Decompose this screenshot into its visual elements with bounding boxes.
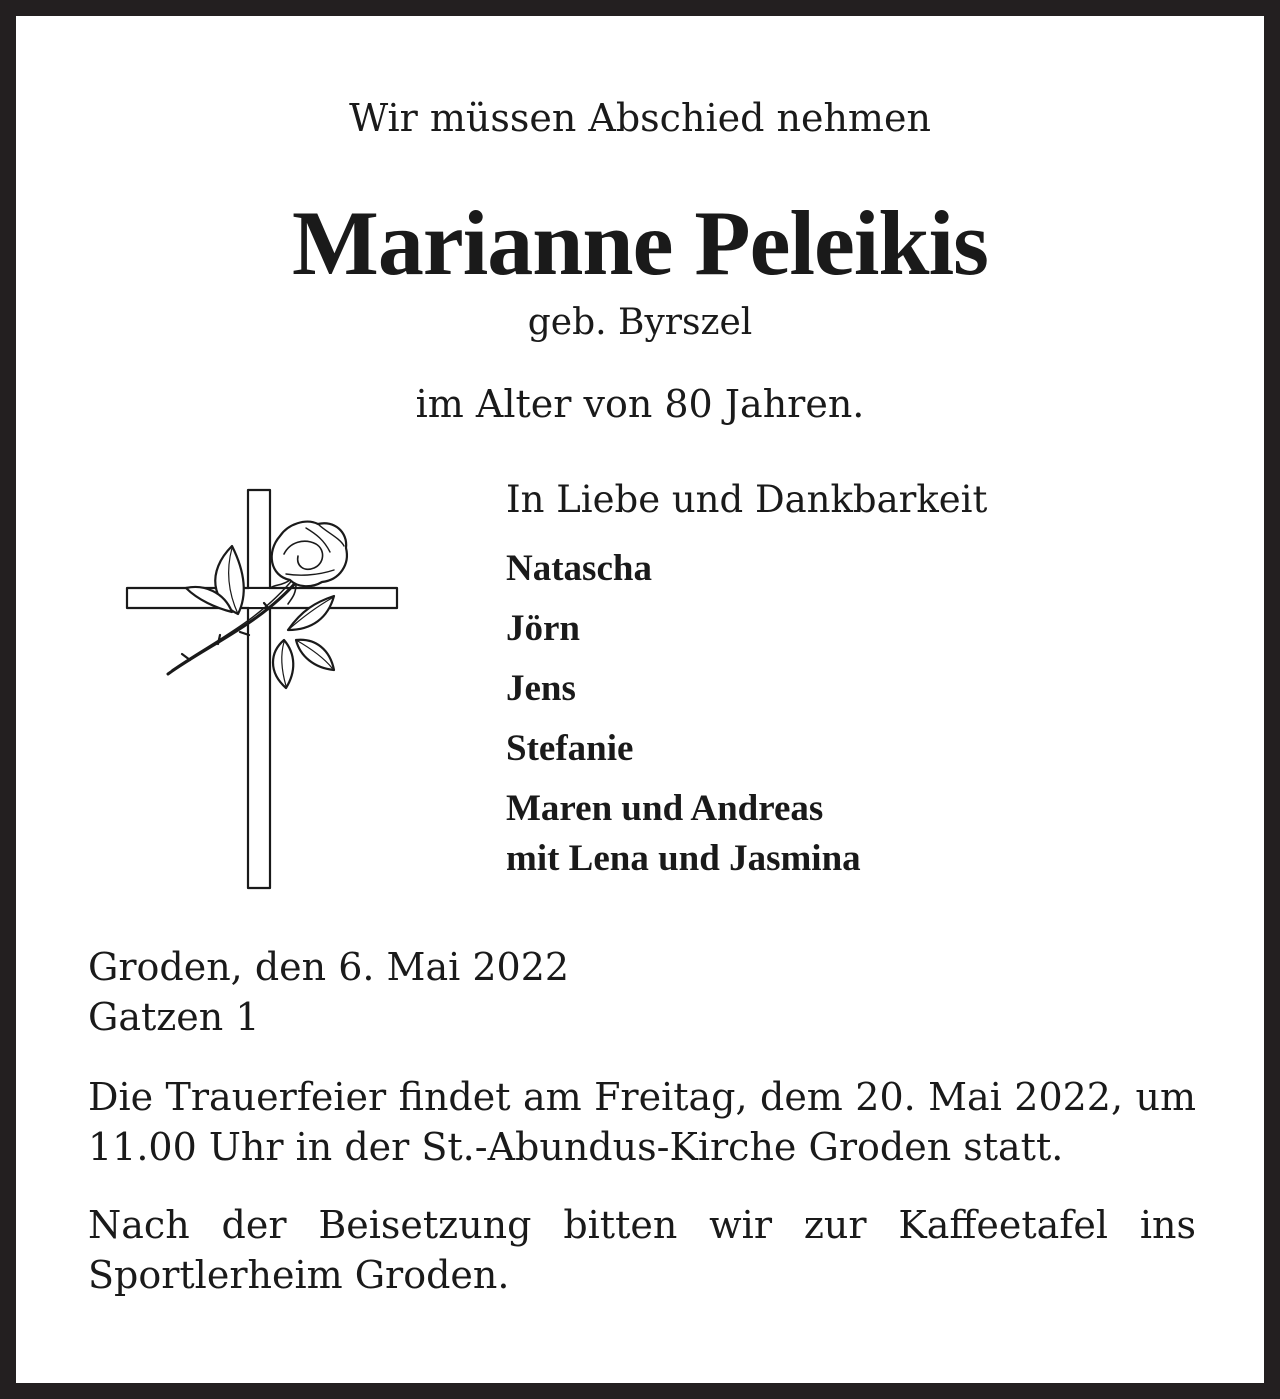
closing-line: In Liebe und Dankbarkeit xyxy=(506,478,988,521)
mourner-item xyxy=(506,544,1206,594)
mourners-block xyxy=(506,476,1206,894)
intro-line: Wir müssen Abschied nehmen xyxy=(349,96,931,140)
mourner-item xyxy=(506,784,1206,884)
cross-with-rose-icon xyxy=(120,484,410,894)
mourner-name: Jörn xyxy=(506,608,580,649)
reception-text: Nach der Beisetzung bitten wir zur Kaffeetafel ins Sportlerheim Groden. xyxy=(88,1203,1196,1297)
mourner-item xyxy=(506,664,1206,714)
mourner-item xyxy=(506,724,1206,774)
mourner-name: Maren und Andreas xyxy=(506,788,824,829)
address: Gatzen 1 xyxy=(88,995,260,1039)
mourner-item xyxy=(506,604,1206,654)
funeral-service-text: Die Trauerfeier findet am Freitag, dem 20. Mai 2022, um 11.00 Uhr in der St.-Abundus-Kirche Groden statt. xyxy=(88,1075,1196,1169)
mourner-name-continuation: mit Lena und Jasmina xyxy=(506,838,861,879)
mourner-name: Stefanie xyxy=(506,728,634,769)
mourner-list xyxy=(506,544,1206,884)
deceased-name: Marianne Peleikis xyxy=(292,192,988,294)
mourner-name: Natascha xyxy=(506,548,652,589)
mourner-name: Jens xyxy=(506,668,576,709)
maiden-name: geb. Byrszel xyxy=(527,302,753,343)
place-and-date xyxy=(88,942,1198,1042)
age-line: im Alter von 80 Jahren. xyxy=(415,382,865,426)
location-date: Groden, den 6. Mai 2022 xyxy=(88,945,570,989)
